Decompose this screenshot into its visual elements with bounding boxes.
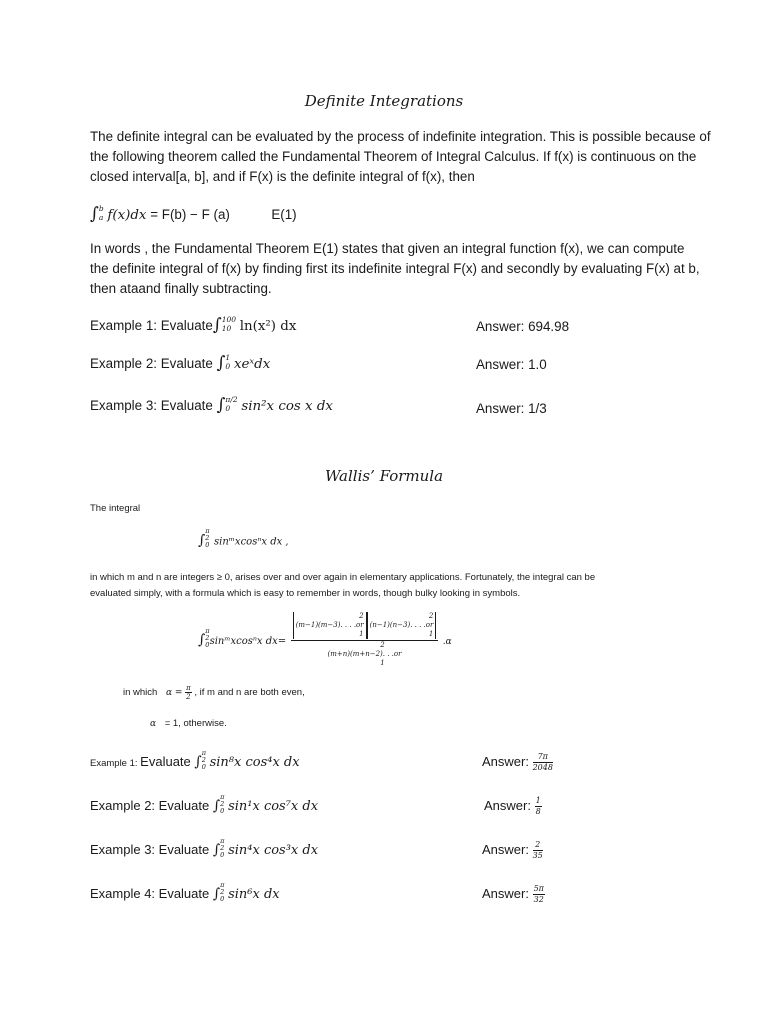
alpha-otherwise-text: = 1, otherwise. [162,718,227,729]
paragraph-line: then ataand finally subtracting. [90,281,272,296]
upper-limit-denominator: 2 [205,534,210,542]
formula-numerator [291,612,439,641]
wallis-formula [198,612,452,668]
upper-limit: π [220,793,225,801]
example-label: Evaluate [140,753,191,769]
wallis-intro: The integral [90,503,141,514]
box-top: 2 [359,612,364,620]
frac-denominator: 35 [532,851,543,860]
denominator-top: 2 [380,641,385,649]
integrand: sin⁴x cos³x dx [228,842,319,858]
formula-fraction [291,612,439,668]
frac-denominator: 2048 [532,763,553,772]
upper-limit: b [98,204,104,214]
upper-limit-denominator: 2 [220,800,225,808]
integral-sign: ∫ [212,315,222,335]
upper-limit-denominator: 2 [220,888,225,896]
integral-limits [99,204,104,222]
integral-limits [225,353,230,371]
answer-label: Answer: [482,753,529,769]
upper-limit: π [201,749,206,757]
wallis-example-4 [90,881,280,905]
integral-limits [205,628,209,649]
alpha-var: α = [165,688,183,699]
integral-sign: ∫ [212,885,221,902]
wallis-integral [198,527,289,551]
integrand: xeˣdx [233,357,271,372]
wallis-example-2 [90,793,319,817]
integral-limits [220,882,224,903]
integral-limits [222,315,236,333]
paragraph-line: closed interval[a, b], and if F(x) is the definite integral of f(x), then [90,169,475,184]
pi-over-2 [185,684,192,701]
fundamental-theorem-equation [90,204,297,226]
theorem-rhs: = F(b) − F (a) [150,207,230,222]
frac-numerator: 2 [533,840,543,851]
alpha-factor: .α [442,637,452,648]
integral-sign: ∫ [198,632,206,649]
lower-limit: a [98,213,104,223]
lower-limit: 0 [225,362,231,372]
answer-fraction [535,796,542,817]
answer-label: Answer: [484,797,531,813]
box-expression: (n−1)(n−3). . . .or [369,621,434,629]
wallis-example-2-answer [484,796,542,817]
lower-limit: 10 [221,324,232,334]
example-label: Example 3: Evaluate [90,398,213,413]
equation-label: E(1) [271,207,297,222]
integral-limits [220,838,224,859]
formula-denominator [291,641,439,668]
integral-limits [202,750,206,771]
upper-limit-denominator: 2 [201,756,206,764]
lower-limit: 0 [220,895,225,903]
upper-limit-denominator: 2 [205,633,210,642]
numerator-left-bracket [293,612,367,639]
answer-label: Answer: [482,885,529,901]
answer-fraction [533,840,543,861]
example-label: Example 2: Evaluate [90,356,213,371]
integral-sign: ∫ [194,753,202,770]
integral-sign: ∫ [216,353,226,373]
integrand: f(x)dx [107,208,147,223]
integral-sign: ∫ [212,841,221,858]
upper-limit: π [220,881,225,889]
paragraph-explanation [90,239,700,299]
example-1-answer: Answer: 694.98 [476,319,570,334]
upper-limit: π [205,527,210,535]
wallis-example-3-answer [482,840,543,861]
frac-denominator: 32 [533,895,544,904]
alpha-var: α [150,719,157,729]
paragraph-line: the definite integral of f(x) by finding first its indefinite integral F(x) and secondly by evaluating F(x) at b, [90,261,700,276]
box-bottom: 1 [359,630,364,638]
denominator-bottom: 1 [380,659,385,667]
integral-sign: ∫ [198,532,206,549]
box-top: 2 [428,612,434,620]
example-label: Example 3: Evaluate [90,841,210,857]
answer-fraction [533,884,545,905]
alpha-suffix: , if m and n are both even, [194,687,305,699]
lower-limit: 0 [205,541,210,549]
alpha-case-even [123,684,305,701]
integrand: ln(x²) dx [239,319,297,334]
wallis-description [90,570,595,602]
lower-limit: 0 [205,640,210,649]
frac-numerator: 1 [535,796,541,805]
section-title-wallis-formula: Wallis’ Formula [324,467,444,485]
integral-limits [205,528,209,549]
wallis-example-4-answer [482,884,545,905]
numerator-right-bracket [367,612,437,639]
alpha-prefix: in which [123,687,158,699]
lower-limit: 0 [220,807,225,815]
paragraph-line: evaluated simply, with a formula which is easy to remember in words, though bulky looking in symbols. [90,588,521,599]
example-3-answer: Answer: 1/3 [476,401,547,416]
frac-denominator: 8 [535,807,541,816]
paragraph-line: In words , the Fundamental Theorem E(1) states that given an integral function f(x), we can compute [90,241,685,256]
upper-limit-denominator: 2 [220,844,225,852]
formula-lhs: sinᵐxcosⁿx dx= [209,636,287,648]
lower-limit: 0 [220,851,225,859]
frac-numerator: 7π [533,752,553,763]
integrand: sinᵐxcosⁿx dx , [214,536,289,548]
box-bottom: 1 [428,630,434,638]
upper-limit: π [220,837,225,845]
upper-limit: 100 [221,315,237,325]
section-title-definite-integrations: Definite Integrations [304,92,464,110]
paragraph-intro [90,127,711,187]
integrand: sin¹x cos⁷x dx [228,798,319,814]
wallis-example-3 [90,837,319,861]
paragraph-line: the following theorem called the Fundamental Theorem of Integral Calculus. If f(x) is continuous on the [90,149,697,164]
integral-sign: ∫ [216,395,226,415]
integral-sign: ∫ [212,797,221,814]
lower-limit: 0 [201,763,206,771]
example-label: Example 4: Evaluate [90,885,210,901]
upper-limit: 1 [225,353,231,363]
paragraph-line: in which m and n are integers ≥ 0, arises over and over again in elementary applications. Fortunately, the integral can be [90,572,596,583]
example-label: Example 1: Evaluate [90,318,213,333]
upper-limit: π [205,626,210,635]
answer-fraction [533,752,553,773]
denominator-expression: (m+n)(m+n−2). . .or [327,650,402,658]
alpha-case-otherwise [150,718,227,729]
example-label-small: Example 1: [90,757,141,769]
integral-limits [220,794,224,815]
answer-label: Answer: [482,841,529,857]
example-2-answer: Answer: 1.0 [476,357,547,372]
integrand: sin²x cos x dx [241,399,333,414]
integral-sign: ∫ [90,204,99,224]
frac-numerator: π [186,684,191,692]
frac-numerator: 5π [533,884,544,893]
upper-limit: π/2 [225,395,238,405]
frac-denominator: 2 [186,693,191,701]
wallis-example-1 [90,749,300,773]
example-1 [90,315,296,337]
example-3 [90,395,333,417]
integrand: sin⁸x cos⁴x dx [209,754,300,770]
box-expression: (m−1)(m−3). . . .or [295,621,364,629]
example-2 [90,353,270,375]
paragraph-line: The definite integral can be evaluated by the process of indefinite integration. This is possible because of [90,129,711,144]
integral-limits [225,395,237,413]
lower-limit: 0 [225,404,231,414]
wallis-example-1-answer [482,752,553,773]
integrand: sin⁶x dx [228,886,280,902]
example-label: Example 2: Evaluate [90,797,210,813]
